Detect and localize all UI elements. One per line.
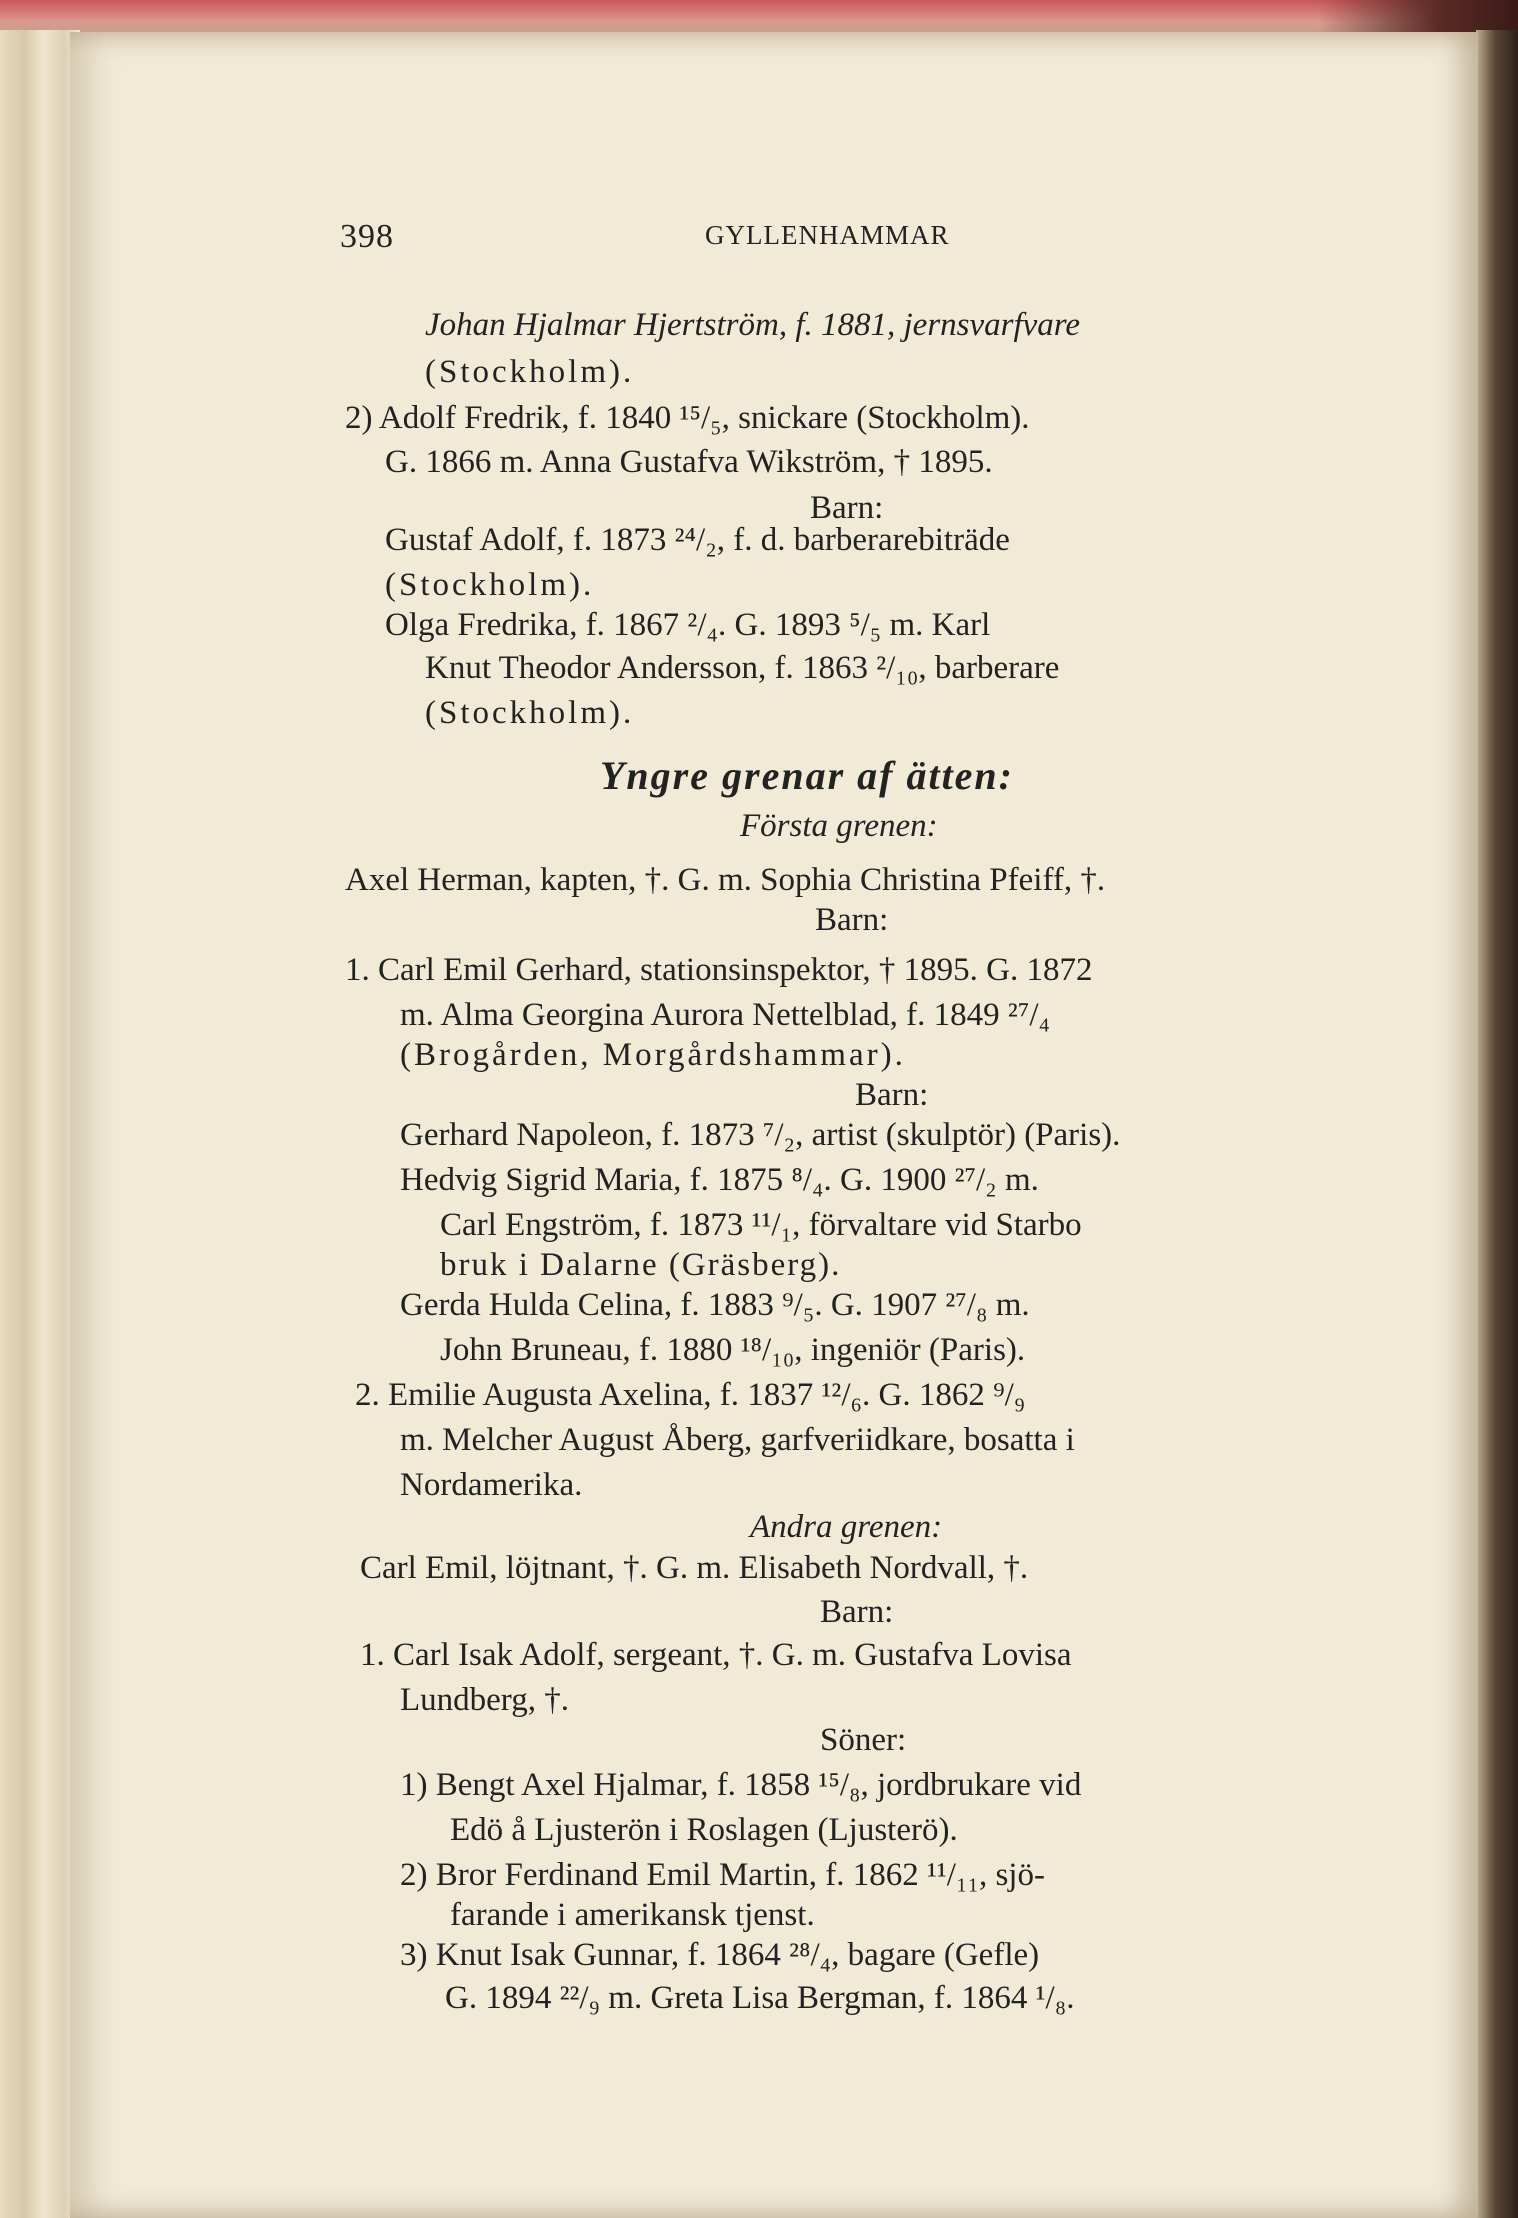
text-line: Axel Herman, kapten, †. G. m. Sophia Christina Pfeiff, †. — [345, 862, 1106, 898]
text-line: 2) Adolf Fredrik, f. 1840 ¹⁵/₅, snickare (Stockholm). — [345, 400, 1030, 436]
text-line: m. Melcher August Åberg, garfveriidkare, bosatta i — [400, 1422, 1075, 1458]
section-heading: Yngre grenar af ätten: — [600, 753, 1014, 798]
text-line: farande i amerikansk tjenst. — [450, 1897, 815, 1933]
text-line: Barn: — [855, 1077, 929, 1113]
subheading-second-branch: Andra grenen: — [750, 1509, 943, 1545]
text-line: (Stockholm). — [425, 354, 635, 390]
text-line: Gerhard Napoleon, f. 1873 ⁷/₂, artist (skulptör) (Paris). — [400, 1117, 1121, 1153]
text-line: Gerda Hulda Celina, f. 1883 ⁹/₅. G. 1907 ²⁷/₈ m. — [400, 1287, 1030, 1323]
text-line: 2. Emilie Augusta Axelina, f. 1837 ¹²/₆. G. 1862 ⁹/₉ — [355, 1377, 1026, 1413]
text-line: Knut Theodor Andersson, f. 1863 ²/₁₀, barberare — [425, 650, 1060, 686]
text-line: (Brogården, Morgårdshammar). — [400, 1037, 906, 1073]
text-line: 2) Bror Ferdinand Emil Martin, f. 1862 ¹¹/₁₁, sjö- — [400, 1857, 1045, 1893]
text-line: Johan Hjalmar Hjertström, f. 1881, jernsvarfvare — [425, 307, 1081, 343]
text-line: m. Alma Georgina Aurora Nettelblad, f. 1849 ²⁷/₄ — [400, 997, 1050, 1033]
text-line: Nordamerika. — [400, 1467, 583, 1503]
running-head: GYLLENHAMMAR — [705, 220, 950, 250]
text-line: Gustaf Adolf, f. 1873 ²⁴/₂, f. d. barberarebiträde — [385, 522, 1010, 558]
text-line: Carl Emil, löjtnant, †. G. m. Elisabeth Nordvall, †. — [360, 1550, 1029, 1586]
text-line: (Stockholm). — [425, 695, 635, 731]
text-line: 3) Knut Isak Gunnar, f. 1864 ²⁸/₄, bagare (Gefle) — [400, 1937, 1040, 1973]
text-line: 1. Carl Isak Adolf, sergeant, †. G. m. Gustafva Lovisa — [360, 1637, 1072, 1673]
text-line: G. 1866 m. Anna Gustafva Wikström, † 1895. — [385, 444, 993, 480]
text-line: (Stockholm). — [385, 567, 595, 603]
text-line: 1. Carl Emil Gerhard, stationsinspektor, † 1895. G. 1872 — [345, 952, 1093, 988]
text-line: bruk i Dalarne (Gräsberg). — [440, 1247, 842, 1283]
text-line: Carl Engström, f. 1873 ¹¹/₁, förvaltare vid Starbo — [440, 1207, 1082, 1243]
text-line: Olga Fredrika, f. 1867 ²/₄. G. 1893 ⁵/₅ m. Karl — [385, 607, 991, 643]
text-line: Barn: — [820, 1594, 894, 1630]
text-line: G. 1894 ²²/₉ m. Greta Lisa Bergman, f. 1864 ¹/₈. — [445, 1980, 1075, 2016]
text-line: Hedvig Sigrid Maria, f. 1875 ⁸/₄. G. 1900 ²⁷/₂ m. — [400, 1162, 1039, 1198]
page-number: 398 — [340, 218, 394, 255]
text-line: Barn: — [815, 902, 889, 938]
book-fore-edge — [1476, 30, 1518, 2218]
text-line: Söner: — [820, 1722, 907, 1758]
text-line: Barn: — [810, 490, 884, 526]
text-line: 1) Bengt Axel Hjalmar, f. 1858 ¹⁵/₈, jordbrukare vid — [400, 1767, 1082, 1803]
text-line: Lundberg, †. — [400, 1682, 569, 1718]
book-gutter — [0, 30, 80, 2218]
text-line: John Bruneau, f. 1880 ¹⁸/₁₀, ingeniör (Paris). — [440, 1332, 1026, 1368]
subheading-first-branch: Första grenen: — [740, 808, 938, 844]
text-line: Edö å Ljusterön i Roslagen (Ljusterö). — [450, 1812, 958, 1848]
